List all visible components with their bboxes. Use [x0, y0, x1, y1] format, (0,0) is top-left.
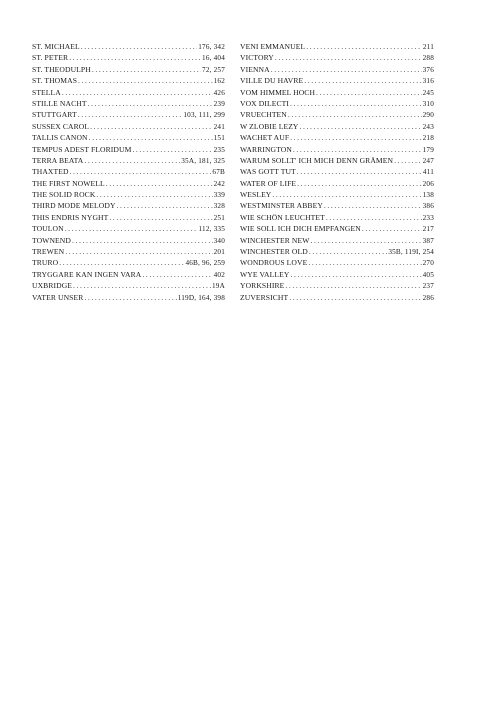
index-entry: [240, 235, 434, 246]
dot-leader: [92, 64, 201, 75]
dot-leader: [72, 235, 213, 246]
index-entry: [32, 155, 225, 166]
index-entry: [32, 98, 225, 109]
tune-name: ST. MICHAEL: [32, 42, 80, 51]
dot-leader: [394, 155, 422, 166]
index-entry: [240, 178, 434, 189]
page-numbers: 386: [422, 202, 434, 211]
page-numbers: 239: [213, 99, 225, 108]
index-entry: [32, 87, 225, 98]
tune-name: ST. THOMAS: [32, 76, 78, 86]
page-numbers: 242: [213, 179, 225, 188]
dot-leader: [306, 41, 422, 52]
tune-name: WARRINGTON: [240, 144, 292, 154]
tune-name: VICTORY: [240, 53, 274, 63]
tune-name: TRURO: [32, 258, 59, 268]
tune-name: WINCHESTER OLD: [240, 247, 308, 257]
tune-name: WIE SOLL ICH DICH EMPFANGEN: [240, 224, 361, 234]
page-numbers: 310: [422, 99, 434, 108]
index-entry: [32, 64, 225, 75]
page-numbers: 176, 342: [198, 43, 225, 51]
tune-name: WONDROUS LOVE: [240, 258, 308, 268]
tune-name: ZUVERSICHT: [240, 292, 289, 302]
tune-name: TALLIS CANON: [32, 133, 88, 143]
dot-leader: [90, 121, 212, 132]
page-numbers: 288: [422, 54, 434, 63]
dot-leader: [89, 132, 213, 143]
index-entry: [240, 132, 434, 143]
tune-name: THE FIRST NOWELL: [32, 178, 105, 188]
index-entry: [240, 223, 434, 234]
index-entry: [240, 280, 434, 291]
index-entry: [32, 121, 225, 132]
tune-name: VOM HIMMEL HOCH: [240, 87, 316, 97]
page-numbers: 339: [213, 191, 225, 200]
index-entry: [240, 121, 434, 132]
page-numbers: 138: [422, 191, 434, 200]
dot-leader: [311, 235, 422, 246]
dot-leader: [88, 98, 213, 109]
tune-name: WESTMINSTER ABBEY: [240, 201, 323, 211]
tune-name: STELLA: [32, 87, 61, 97]
tune-name: VIENNA: [240, 64, 270, 74]
index-entry: [240, 75, 434, 86]
dot-leader: [271, 64, 422, 75]
dot-leader: [308, 257, 421, 268]
index-entry: [32, 178, 225, 189]
page-numbers: 426: [213, 88, 225, 97]
page-numbers: 411: [422, 168, 434, 177]
tune-name: TOWNEND: [32, 235, 71, 245]
index-entry: [32, 41, 225, 52]
page-numbers: 235: [213, 145, 225, 154]
index-entry: [240, 269, 434, 280]
index-column-left: [32, 41, 225, 303]
tune-name: YORKSHIRE: [240, 281, 285, 291]
dot-leader: [70, 166, 212, 177]
tune-name: TRYGGARE KAN INGEN VARA: [32, 269, 142, 279]
tune-name: WACHET AUF: [240, 133, 290, 143]
dot-leader: [326, 212, 422, 223]
page-numbers: 245: [422, 88, 434, 97]
index-entry: [32, 189, 225, 200]
page-numbers: 72, 257: [202, 65, 225, 74]
tune-name: VRUECHTEN: [240, 110, 287, 120]
dot-leader: [62, 87, 213, 98]
dot-leader: [65, 246, 212, 257]
page-numbers: 16, 404: [202, 54, 225, 63]
index-entry: [240, 200, 434, 211]
tune-name: THE SOLID ROCK: [32, 190, 96, 200]
tune-name: WATER OF LIFE: [240, 178, 297, 188]
index-entry: [32, 280, 225, 291]
dot-leader: [84, 155, 180, 166]
index-entry: [32, 144, 225, 155]
page-numbers: 251: [213, 213, 225, 222]
page-numbers: 179: [422, 145, 434, 154]
dot-leader: [117, 200, 213, 211]
page-numbers: 270: [422, 259, 434, 268]
tune-name: THAXTED: [32, 167, 69, 177]
dot-leader: [290, 269, 421, 280]
tune-name: WIE SCHÖN LEUCHTET: [240, 212, 325, 222]
tune-name: VILLE DU HAVRE: [240, 76, 304, 86]
index-entry: [32, 200, 225, 211]
dot-leader: [142, 269, 212, 280]
tune-name: VOX DILECTI: [240, 98, 289, 108]
dot-leader: [59, 257, 184, 268]
dot-leader: [109, 212, 212, 223]
dot-leader: [297, 178, 421, 189]
dot-leader: [81, 41, 197, 52]
index-entry: [32, 246, 225, 257]
dot-leader: [78, 75, 213, 86]
index-entry: [32, 235, 225, 246]
index-column-right: [240, 41, 434, 303]
page-numbers: 35B, 119I, 254: [388, 248, 434, 257]
tune-name: TREWEN: [32, 247, 65, 257]
index-entry: [32, 52, 225, 63]
tune-name: WINCHESTER NEW: [240, 235, 310, 245]
page-numbers: 290: [422, 111, 434, 120]
tune-name: VATER UNSER: [32, 292, 84, 302]
dot-leader: [297, 166, 422, 177]
index-entry: [32, 166, 225, 177]
tune-name: W ZLOBIE LEZY: [240, 121, 299, 131]
page-numbers: 206: [422, 179, 434, 188]
index-entry: [32, 223, 225, 234]
index-entry: [240, 155, 434, 166]
page-numbers: 243: [422, 122, 434, 131]
tune-name: TOULON: [32, 224, 64, 234]
dot-leader: [290, 132, 421, 143]
page-numbers: 119D, 164, 398: [177, 293, 225, 302]
page-numbers: 328: [213, 202, 225, 211]
tune-name: TEMPUS ADEST FLORIDUM: [32, 144, 132, 154]
page-numbers: 103, 111, 299: [183, 111, 225, 120]
tune-name: THIRD MODE MELODY: [32, 201, 116, 211]
index-entry: [240, 144, 434, 155]
index-entry: [240, 41, 434, 52]
dot-leader: [304, 75, 421, 86]
page-numbers: 286: [422, 293, 434, 302]
dot-leader: [285, 280, 421, 291]
dot-leader: [362, 223, 422, 234]
index-entry: [240, 257, 434, 268]
page-numbers: 218: [422, 134, 434, 143]
page-numbers: 46B, 96, 259: [185, 259, 225, 268]
tune-name: WAS GOTT TUT: [240, 167, 296, 177]
page-numbers: 247: [422, 156, 434, 165]
page-numbers: 211: [422, 43, 434, 51]
index-entry: [240, 166, 434, 177]
page-numbers: 217: [422, 225, 434, 234]
dot-leader: [293, 144, 422, 155]
index-entry: [32, 257, 225, 268]
dot-leader: [316, 87, 422, 98]
page-numbers: 35A, 181, 325: [181, 156, 225, 165]
page-numbers: 340: [213, 236, 225, 245]
page-numbers: 387: [422, 236, 434, 245]
tune-name: SUSSEX CAROL: [32, 121, 90, 131]
tune-name: WARUM SOLLT' ICH MICH DENN GRÄMEN: [240, 155, 394, 165]
dot-leader: [132, 144, 212, 155]
index-entry: [240, 52, 434, 63]
tune-name: WESLEY: [240, 190, 272, 200]
tune-name: STILLE NACHT: [32, 98, 87, 108]
dot-leader: [324, 200, 422, 211]
page-numbers: 402: [213, 270, 225, 279]
page-numbers: 67B: [212, 168, 225, 177]
tune-name: THIS ENDRIS NYGHT: [32, 212, 109, 222]
page-numbers: 316: [422, 77, 434, 86]
dot-leader: [96, 189, 212, 200]
index-entry: [32, 109, 225, 120]
index-entry: [240, 64, 434, 75]
dot-leader: [289, 292, 421, 303]
index-entry: [240, 87, 434, 98]
index-entry: [32, 75, 225, 86]
tune-name: ST. PETER: [32, 53, 69, 63]
index-entry: [240, 212, 434, 223]
dot-leader: [106, 178, 213, 189]
page-numbers: 233: [422, 213, 434, 222]
page-numbers: 162: [213, 77, 225, 86]
index-entry: [32, 212, 225, 223]
page-numbers: 241: [213, 122, 225, 131]
dot-leader: [290, 98, 422, 109]
tune-name: ST. THEODULPH: [32, 64, 91, 74]
page-numbers: 19A: [212, 282, 225, 291]
tune-name: WYE VALLEY: [240, 269, 290, 279]
page-numbers: 237: [422, 282, 434, 291]
index-entry: [32, 292, 225, 303]
dot-leader: [78, 109, 183, 120]
dot-leader: [309, 246, 387, 257]
dot-leader: [84, 292, 176, 303]
dot-leader: [65, 223, 198, 234]
index-entry: [240, 98, 434, 109]
dot-leader: [73, 280, 211, 291]
dot-leader: [275, 52, 422, 63]
page-numbers: 151: [213, 134, 225, 143]
tune-name: TERRA BEATA: [32, 155, 84, 165]
tune-name: STUTTGART: [32, 110, 77, 120]
index-entry: [32, 132, 225, 143]
dot-leader: [288, 109, 422, 120]
dot-leader: [272, 189, 421, 200]
index-entry: [240, 109, 434, 120]
tune-name: VENI EMMANUEL: [240, 42, 306, 51]
page-numbers: 376: [422, 65, 434, 74]
dot-leader: [300, 121, 422, 132]
index-entry: [32, 269, 225, 280]
index-entry: [240, 189, 434, 200]
index-entry: [240, 292, 434, 303]
page-numbers: 201: [213, 248, 225, 257]
dot-leader: [69, 52, 201, 63]
index-entry: [240, 246, 434, 257]
page-numbers: 112, 335: [198, 225, 225, 234]
page-numbers: 405: [422, 270, 434, 279]
tune-name: UXBRIDGE: [32, 281, 73, 291]
